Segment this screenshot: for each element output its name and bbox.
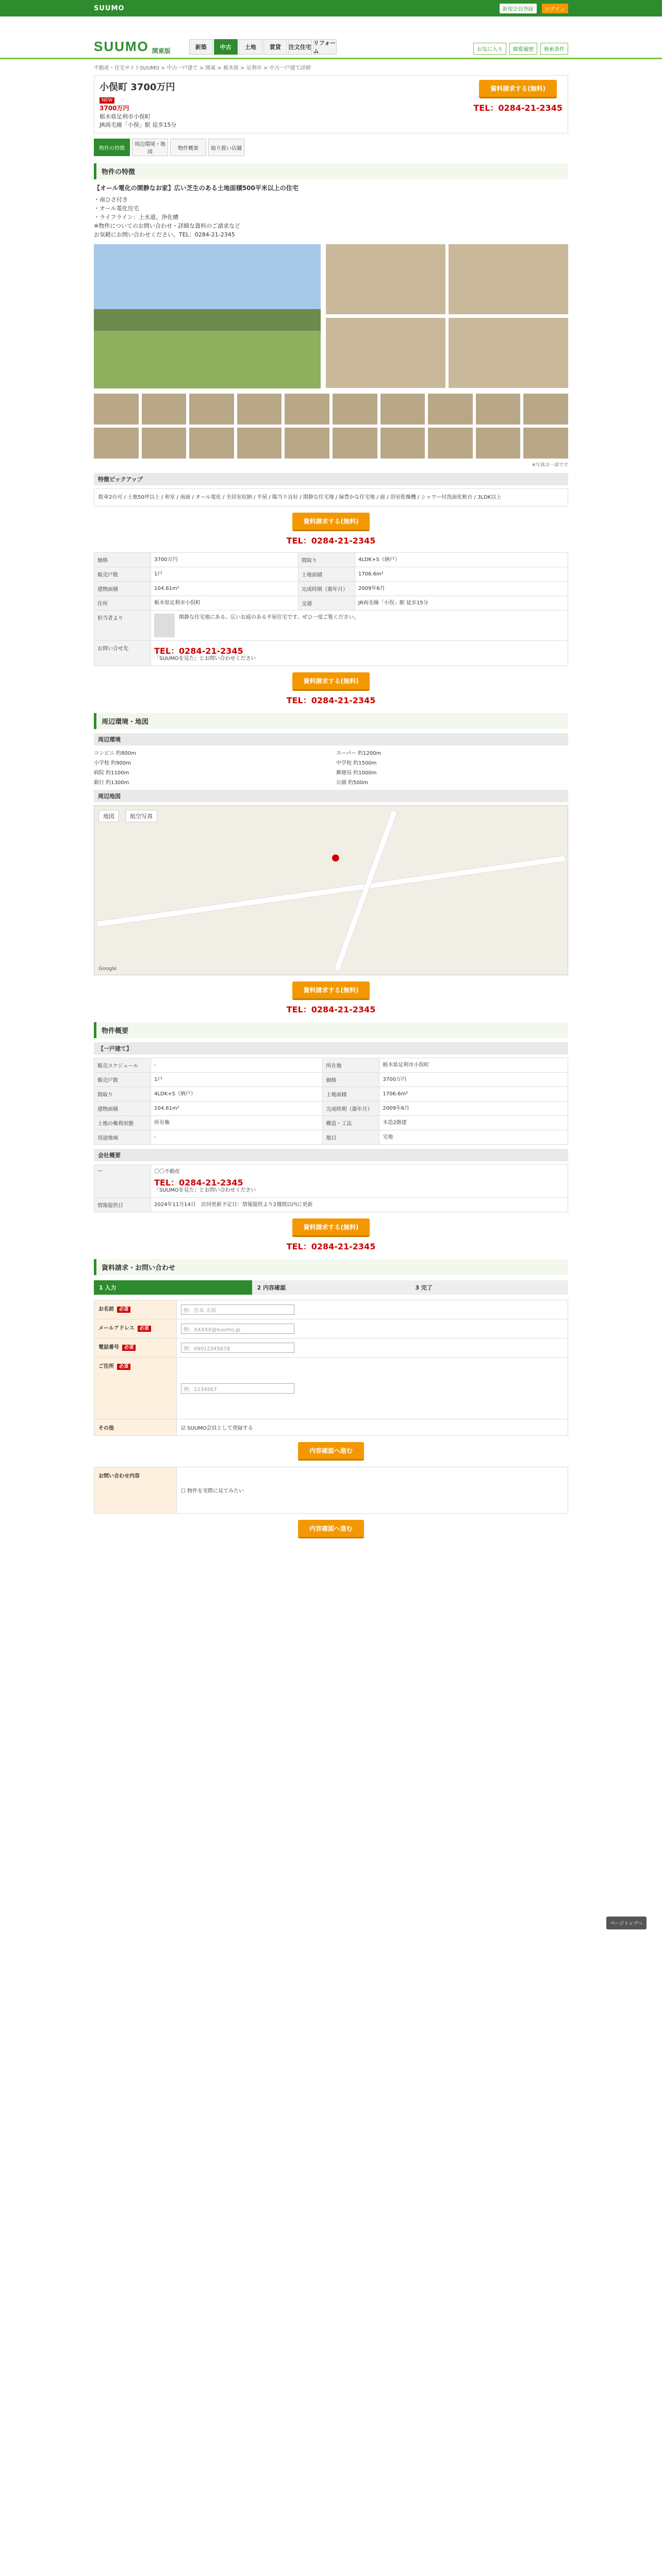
thumbnail[interactable] xyxy=(142,428,187,459)
tab-store[interactable]: 取り扱い店舗 xyxy=(208,139,244,156)
form-heading: 資料請求・お問い合わせ xyxy=(94,1259,568,1275)
property-access: JR両毛線「小俣」駅 徒歩15分 xyxy=(100,122,177,128)
thumbnail-strip xyxy=(94,394,568,459)
nav-land[interactable]: 土地 xyxy=(239,39,262,55)
tab-surroundings[interactable]: 周辺環境・地図 xyxy=(132,139,168,156)
request-docs-button[interactable]: 資料請求する(無料) xyxy=(292,1218,370,1237)
thumbnail[interactable] xyxy=(380,394,425,425)
confirm-button[interactable]: 内容確認へ進む xyxy=(298,1442,364,1461)
request-docs-button[interactable]: 資料請求する(無料) xyxy=(292,981,370,1000)
tab-overview[interactable]: 物件概要 xyxy=(170,139,206,156)
suumo-small-logo[interactable]: SUUMO xyxy=(94,4,125,12)
phone-number[interactable]: TEL：0284-21-2345 xyxy=(286,696,376,705)
login-button[interactable]: ログイン xyxy=(542,4,569,13)
thumbnail[interactable] xyxy=(189,428,234,459)
nav-reform[interactable]: リフォーム xyxy=(313,40,336,55)
thumbnail[interactable] xyxy=(94,394,139,425)
thumbnail[interactable] xyxy=(333,428,377,459)
thumbnail[interactable] xyxy=(380,428,425,459)
overview-sub: 【一戸建て】 xyxy=(94,1042,568,1055)
features-heading: 物件の特徴 xyxy=(94,163,568,179)
phone-number[interactable]: TEL：0284-21-2345 xyxy=(473,103,562,113)
map-heading: 周辺地図 xyxy=(94,790,568,802)
features-text: ・南ひさ付き ・オール電化住宅 ・ライフライン：上水道、浄化槽 ※物件についてのお問い合わせ・詳細な資料のご請求など お気軽にお問い合わせください。TEL：0284-21-2345 xyxy=(94,196,240,238)
breadcrumb[interactable]: 不動産・住宅サイトSUUMO > 中古一戸建て > 関東 > 栃木県 > 足利市 > 中古一戸建て詳細 xyxy=(94,65,311,71)
name-input[interactable]: 例：住本 太郎 xyxy=(181,1304,294,1315)
site-header xyxy=(0,16,662,59)
location-pin-icon: ● xyxy=(332,852,340,863)
member-checkbox[interactable]: ☑ xyxy=(181,1426,188,1431)
pickup-heading: 特徴ピックアップ xyxy=(94,473,568,485)
photo-caption: ※写真は一部です xyxy=(532,463,568,468)
thumbnail[interactable] xyxy=(428,428,473,459)
map-tab-satellite[interactable]: 航空写真 xyxy=(125,810,157,822)
company-name: 〇〇不動産 xyxy=(154,1169,180,1175)
main-nav xyxy=(189,39,337,55)
zip-input[interactable]: 例：1234567 xyxy=(181,1383,294,1394)
thumbnail[interactable] xyxy=(142,394,187,425)
thumbnail[interactable] xyxy=(523,428,568,459)
property-address: 栃木県足利市小俣町 xyxy=(100,113,151,120)
surroundings-sub: 周辺環境 xyxy=(94,733,568,745)
thumbnail[interactable] xyxy=(285,394,329,425)
thumbnail[interactable] xyxy=(428,394,473,425)
favorites-link[interactable]: お気に入り xyxy=(473,43,506,55)
surroundings-heading: 周辺環境・地図 xyxy=(94,713,568,729)
inquiry-form: お名前 必須 例：住本 太郎 メールアドレス 必須 例：XXXXX@suumo.jp 電話番号 必須 例：09012345678 ご住所 必須 例：1234567 その他 ☑ SUUMO会員として登録する xyxy=(94,1300,568,1436)
photo-thumb[interactable] xyxy=(326,318,445,388)
site-logo[interactable]: SUUMO xyxy=(94,39,149,54)
request-docs-button[interactable]: 資料請求する(無料) xyxy=(292,513,370,531)
phone-number[interactable]: TEL：0284-21-2345 xyxy=(286,536,376,546)
agent-label: 担当者より xyxy=(94,611,151,641)
nav-rent[interactable]: 賃貸 xyxy=(263,39,287,55)
phone-input[interactable]: 例：09012345678 xyxy=(181,1343,294,1353)
property-header xyxy=(94,75,568,133)
surrounding-map[interactable] xyxy=(94,805,568,975)
page-top-button[interactable]: ページトップへ xyxy=(606,1917,647,1929)
thumbnail[interactable] xyxy=(285,428,329,459)
agent-avatar xyxy=(154,614,175,637)
region-label[interactable]: 関東版 xyxy=(152,47,171,55)
confirm-button[interactable]: 内容確認へ進む xyxy=(298,1520,364,1538)
inquiry-content-form: お問い合わせ内容 ☐ 物件を実際に見てみたい xyxy=(94,1467,568,1514)
features-lead: 【オール電化の閑静なお家】広い芝生のある土地面積500平米以上の住宅 xyxy=(94,184,299,192)
photo-thumb[interactable] xyxy=(326,244,445,314)
company-table: — 〇〇不動産 TEL：0284-21-2345 「SUUMOを見た」とお問い合わせください 情報提供日 2024年11月14日 次回更新予定日：情報提供より2週間以内に更新 xyxy=(94,1164,568,1212)
map-road xyxy=(96,855,566,927)
request-docs-button[interactable]: 資料請求する(無料) xyxy=(479,80,557,98)
thumbnail[interactable] xyxy=(237,394,282,425)
property-title: 小俣町 3700万円 xyxy=(100,82,175,93)
phone-number[interactable]: TEL：0284-21-2345 xyxy=(154,646,243,656)
photo-thumb[interactable] xyxy=(449,318,568,388)
map-tab-map[interactable]: 地図 xyxy=(98,810,119,822)
register-link[interactable]: 新規会員登録 xyxy=(500,4,537,13)
thumbnail[interactable] xyxy=(523,394,568,425)
company-heading: 会社概要 xyxy=(94,1149,568,1161)
history-link[interactable]: 閲覧履歴 xyxy=(509,43,537,55)
spec-table: 価格 3700万円 間取り 4LDK+S（納戸） 販売戸数 1戸 土地面積 1706.6m² 建物面積 104.61m² 完成時期（築年月） 2009年6月 住所 栃木県足利市小俣町 交通 JR両毛線「小俣」駅 徒歩15分 担当者より 閑静な住宅地にある、広いお庭のある平屋住宅です。ぜひ一度ご覧ください。 お問い合せ先 TEL：0284-21-2345 「SUUMOを見た」とお問い合わせください xyxy=(94,552,568,666)
thumbnail[interactable] xyxy=(237,428,282,459)
request-docs-button[interactable]: 資料請求する(無料) xyxy=(292,672,370,691)
top-bar xyxy=(0,0,662,16)
photo-gallery xyxy=(94,244,568,388)
phone-number[interactable]: TEL：0284-21-2345 xyxy=(286,1005,376,1014)
phone-number[interactable]: TEL：0284-21-2345 xyxy=(154,1178,243,1188)
thumbnail[interactable] xyxy=(94,428,139,459)
nav-new[interactable]: 新築 xyxy=(189,39,213,55)
overview-table: 販売スケジュール - 所在地 栃木県足利市小俣町 販売戸数 1戸 価格 3700万円 間取り 4LDK+S（納戸） 土地面積 1706.6m² 建物面積 104.61m² 完成時期（築年月） 2009年6月 土地の権利形態 所有権 構造・工法 木造2階建 用途地域 - 地目 宅地 xyxy=(94,1058,568,1145)
form-steps: 1 入力 2 内容確認 3 完了 xyxy=(94,1280,568,1295)
thumbnail[interactable] xyxy=(333,394,377,425)
map-credit: Google xyxy=(98,966,117,972)
main-photo[interactable] xyxy=(94,244,321,388)
phone-number[interactable]: TEL：0284-21-2345 xyxy=(286,1242,376,1251)
thumbnail[interactable] xyxy=(476,394,521,425)
facility-list: コンビニ 約800m スーパー 約1200m 小学校 約900m 中学校 約1500m 病院 約1100m 郵便局 約1000m 銀行 約1300m 公園 約500m xyxy=(94,751,382,786)
nav-custom[interactable]: 注文住宅 xyxy=(288,39,312,55)
inquiry-label: お問い合せ先 xyxy=(94,641,151,666)
tab-features[interactable]: 物件の特徴 xyxy=(94,139,130,156)
saved-search-link[interactable]: 検索条件 xyxy=(540,43,568,55)
thumbnail[interactable] xyxy=(476,428,521,459)
email-input[interactable]: 例：XXXXX@suumo.jp xyxy=(181,1324,294,1334)
section-tabs xyxy=(94,139,568,156)
thumbnail[interactable] xyxy=(189,394,234,425)
nav-used[interactable]: 中古 xyxy=(214,39,238,55)
photo-thumb[interactable] xyxy=(449,244,568,314)
overview-heading: 物件概要 xyxy=(94,1022,568,1038)
property-price: 3700万円 xyxy=(100,105,129,112)
new-badge: NEW xyxy=(100,97,114,104)
agent-comment: 閑静な住宅地にある、広いお庭のある平屋住宅です。ぜひ一度ご覧ください。 xyxy=(179,615,359,620)
inquiry-checkbox[interactable]: ☐ xyxy=(181,1488,188,1494)
pickup-tags: 駐車2台可 / 土地50坪以上 / 和室 / 南面 / オール電化 / 全居室収納 / 平屋 / 陽当り良好 / 閑静な住宅地 / 緑豊かな住宅地 / 庭 / 浴室乾燥機 / シャワー付洗面化粧台 / 3LDK以上 xyxy=(94,488,568,506)
